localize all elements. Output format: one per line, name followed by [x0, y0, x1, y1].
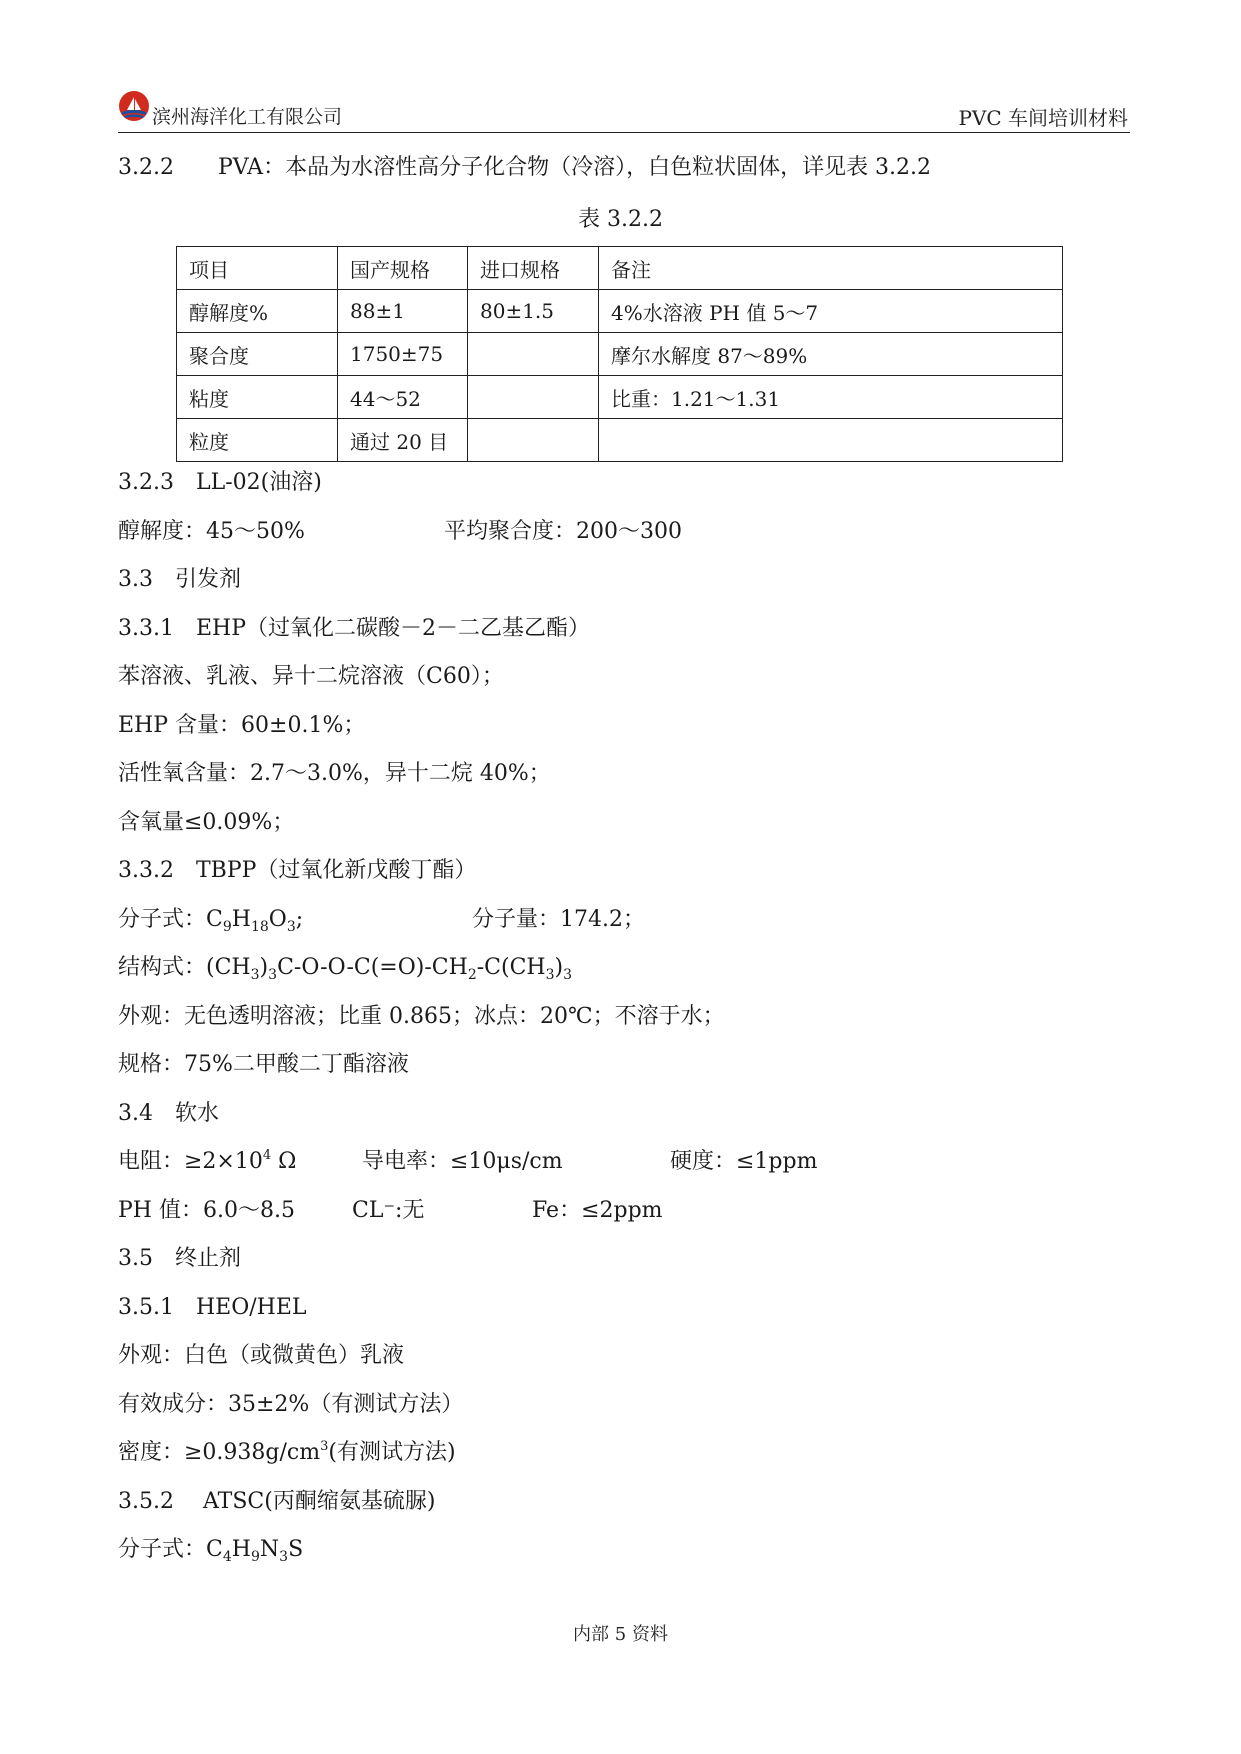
table-cell: 粒度: [177, 419, 338, 462]
heo-effective-content: 有效成分：35±2%（有测试方法）: [118, 1392, 464, 1417]
table-cell: 摩尔水解度 87～89%: [599, 333, 1063, 376]
table-header-cell: 项目: [177, 247, 338, 290]
table-header-cell: 备注: [599, 247, 1063, 290]
table-header-cell: 进口规格: [468, 247, 599, 290]
density-exponent: 3: [320, 1439, 329, 1454]
soft-water-hardness: 硬度：≤1ppm: [670, 1149, 818, 1174]
formula-subscript: 3: [545, 967, 555, 983]
heo-appearance: 外观：白色（或微黄色）乳液: [118, 1343, 405, 1368]
table-cell: 4%水溶液 PH 值 5～7: [599, 290, 1063, 333]
structure-label: 结构式：: [118, 955, 207, 980]
soft-water-resistance: [118, 1149, 296, 1175]
formula-part: S: [288, 1537, 304, 1562]
atsc-formula: [118, 1537, 303, 1563]
table-cell: 80±1.5: [468, 290, 599, 333]
table-row: [177, 333, 1063, 376]
soft-water-iron: Fe：≤2ppm: [532, 1198, 663, 1223]
tbpp-appearance: 外观：无色透明溶液；比重 0.865；冰点：20℃；不溶于水；: [118, 1004, 725, 1029]
formula-part: -C(CH: [476, 955, 546, 980]
section-heading-initiator: 3.3 引发剂: [118, 567, 241, 592]
resistance-unit: Ω: [271, 1149, 297, 1174]
formula-part: C-O-O-C(=O)-CH: [277, 955, 468, 980]
soft-water-ph: PH 值：6.0～8.5: [118, 1198, 295, 1223]
section-heading-tbpp: 3.3.2 TBPP（过氧化新戊酸丁酯）: [118, 858, 477, 883]
table-cell: [468, 376, 599, 419]
table-row: [177, 290, 1063, 333]
ll02-polymerization: 平均聚合度：200～300: [444, 519, 682, 544]
section-heading-terminator: 3.5 终止剂: [118, 1246, 241, 1271]
table-cell: 88±1: [338, 290, 468, 333]
formula-part: H: [231, 1537, 251, 1562]
table-cell: 聚合度: [177, 333, 338, 376]
formula-subscript: 3: [279, 1549, 289, 1565]
formula-subscript: 3: [286, 919, 296, 935]
ehp-solutions: 苯溶液、乳液、异十二烷溶液（C60）；: [118, 664, 504, 689]
ll02-alcoholysis: 醇解度：45～50%: [118, 519, 305, 544]
formula-subscript: 3: [250, 967, 260, 983]
table-row: [177, 376, 1063, 419]
table-cell: 醇解度%: [177, 290, 338, 333]
formula-subscript: 3: [563, 967, 573, 983]
ehp-oxygen: 含氧量≤0.09%；: [118, 810, 295, 835]
page-footer: 内部 5 资料: [573, 1624, 668, 1645]
document-title: PVC 车间培训材料: [958, 106, 1128, 130]
page-header: [118, 88, 1130, 133]
heo-density: [118, 1440, 456, 1466]
table-header-cell: 国产规格: [338, 247, 468, 290]
pva-spec-table: [176, 246, 1063, 462]
density-text: 密度：≥0.938g/cm: [118, 1440, 321, 1465]
company-logo: [118, 90, 150, 122]
formula-subscript: 3: [268, 967, 278, 983]
table-cell: [599, 419, 1063, 462]
formula-subscript: 9: [250, 1549, 260, 1565]
formula-part: ): [554, 955, 564, 980]
formula-part: C: [206, 1537, 223, 1562]
table-cell: 44～52: [338, 376, 468, 419]
formula-subscript: 18: [250, 919, 269, 935]
table-cell: 比重：1.21～1.31: [599, 376, 1063, 419]
table-cell: 1750±75: [338, 333, 468, 376]
section-heading-heo: 3.5.1 HEO/HEL: [118, 1295, 307, 1320]
table-cell: [468, 333, 599, 376]
table-row: [177, 419, 1063, 462]
formula-part: ): [259, 955, 269, 980]
formula-subscript: 4: [222, 1549, 232, 1565]
section-heading-atsc: 3.5.2 ATSC(丙酮缩氨基硫脲): [118, 1489, 436, 1514]
section-heading-soft-water: 3.4 软水: [118, 1101, 219, 1126]
resistance-text: 电阻：≥2×10: [118, 1149, 263, 1174]
table-cell: 通过 20 目: [338, 419, 468, 462]
section-heading-pva: 3.2.2 PVA：本品为水溶性高分子化合物（冷溶），白色粒状固体，详见表 3.2.2: [118, 155, 932, 180]
formula-part: O: [268, 907, 287, 932]
formula-part: (CH: [206, 955, 251, 980]
tbpp-spec: 规格：75%二甲酸二丁酯溶液: [118, 1052, 409, 1077]
formula-subscript: 9: [222, 919, 232, 935]
tbpp-structure: [118, 955, 572, 981]
soft-water-conductivity: 导电率：≤10μs/cm: [362, 1149, 563, 1174]
section-heading-ehp: 3.3.1 EHP（过氧化二碳酸－2－二乙基乙酯）: [118, 616, 591, 641]
formula-subscript: 2: [467, 967, 477, 983]
soft-water-chloride: CL⁻:无: [352, 1198, 425, 1223]
tbpp-molecular-weight: 分子量：174.2；: [472, 907, 645, 932]
tbpp-formula: [118, 907, 303, 933]
formula-part: N: [259, 1537, 280, 1562]
formula-part: C: [206, 907, 223, 932]
resistance-exponent: 4: [262, 1148, 272, 1163]
density-note: (有测试方法): [328, 1440, 456, 1465]
table-caption: 表 3.2.2: [578, 207, 663, 232]
formula-part: ;: [295, 907, 304, 932]
formula-label: 分子式：: [118, 1537, 207, 1562]
formula-part: H: [231, 907, 251, 932]
table-cell: 粘度: [177, 376, 338, 419]
company-name: 滨州海洋化工有限公司: [152, 106, 343, 128]
ehp-content: EHP 含量：60±0.1%；: [118, 713, 366, 738]
table-header-row: [177, 247, 1063, 290]
section-heading-ll02: 3.2.3 LL-02(油溶): [118, 470, 322, 495]
table-cell: [468, 419, 599, 462]
formula-label: 分子式：: [118, 907, 207, 932]
ehp-active-oxygen: 活性氧含量：2.7～3.0%，异十二烷 40%；: [118, 761, 551, 786]
